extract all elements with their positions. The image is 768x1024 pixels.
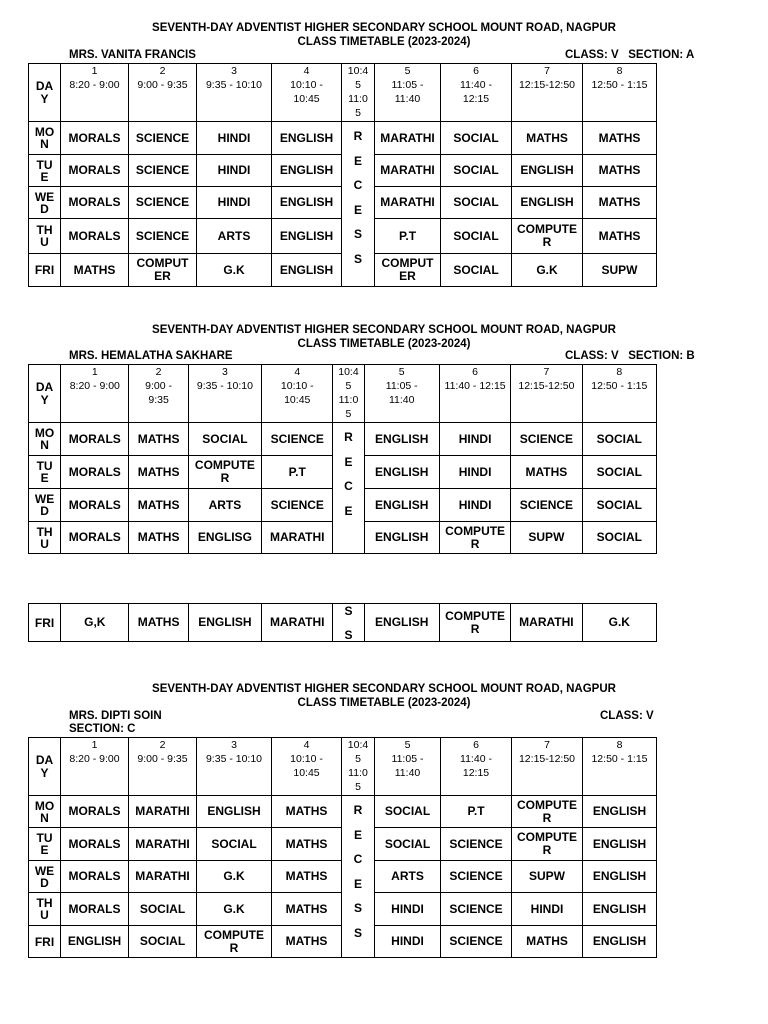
subject-cell: SCIENCE — [441, 926, 512, 958]
recess-letter: R — [344, 430, 353, 444]
subject-cell: G.K — [197, 893, 272, 926]
period-header-7 — [512, 738, 583, 796]
recess-letter: E — [344, 454, 353, 469]
period-time: 11:05 - 11:40 — [391, 79, 424, 105]
period-number: 3 — [231, 65, 237, 77]
period-number: 8 — [616, 366, 623, 378]
recess-column: S S — [333, 604, 364, 642]
period-time: 9:00 - 9:35 — [137, 79, 188, 91]
day-label: MO N — [29, 423, 61, 456]
subject-cell: ENGLISH — [272, 155, 342, 187]
subject-cell: MARATHI — [511, 604, 582, 642]
subject-cell: G,K — [61, 604, 129, 642]
subject-cell: MATHS — [272, 926, 342, 958]
subject-cell: MATHS — [583, 155, 657, 187]
period-header-1 — [61, 365, 129, 423]
period-header-6 — [441, 64, 512, 122]
subject-cell: SOCIAL — [375, 796, 441, 828]
period-number: 2 — [155, 366, 162, 378]
period-header-1 — [61, 738, 129, 796]
subject-cell: MATHS — [583, 187, 657, 219]
period-number: 6 — [473, 65, 479, 77]
school-title-a: SEVENTH-DAY ADVENTIST HIGHER SECONDARY SCHOOL MOUNT ROAD, NAGPUR — [152, 22, 616, 34]
subject-cell: MATHS — [272, 796, 342, 828]
period-time: 8:20 - 9:00 — [69, 753, 120, 765]
class-section-label-b: CLASS: V SECTION: B — [565, 350, 695, 362]
subject-cell: ENGLISH — [364, 489, 439, 522]
subject-cell: ENGLISH — [272, 122, 342, 155]
day-label: MO N — [29, 796, 61, 828]
subject-cell: SOCIAL — [441, 254, 512, 287]
period-header-row — [29, 64, 657, 122]
subject-cell: HINDI — [197, 122, 272, 155]
subject-cell: MORALS — [61, 155, 129, 187]
subject-cell: MARATHI — [129, 828, 197, 861]
period-header-1 — [61, 64, 129, 122]
subject-cell: MATHS — [129, 604, 188, 642]
subject-cell: COMPUTE R — [512, 219, 583, 254]
period-number: 2 — [159, 739, 166, 751]
subject-cell: MATHS — [583, 122, 657, 155]
period-number: 6 — [472, 366, 478, 378]
subject-cell: ENGLISH — [272, 254, 342, 287]
subject-cell: HINDI — [197, 187, 272, 219]
recess-letter: R — [353, 803, 363, 817]
subject-cell: COMPUTE R — [512, 828, 583, 861]
subject-cell: ENGLISH — [188, 604, 261, 642]
period-time: 9:35 - 10:10 — [205, 753, 263, 765]
recess-letter: S — [353, 227, 362, 241]
period-header-6 — [439, 365, 510, 423]
day-label: TH U — [29, 522, 61, 554]
subject-cell: G.K — [582, 604, 656, 642]
subject-cell: MORALS — [61, 456, 129, 489]
period-number: 4 — [303, 739, 310, 751]
recess-column — [342, 796, 375, 958]
period-time: 9:35 - 10:10 — [196, 380, 253, 392]
subject-cell: HINDI — [512, 893, 583, 926]
period-header-3 — [197, 738, 272, 796]
timetable-row — [29, 604, 657, 642]
period-time: 12:15-12:50 — [518, 753, 576, 765]
subject-cell: COMPUTE R — [439, 604, 510, 642]
subject-cell: MATHS — [272, 893, 342, 926]
timetable-section-c — [28, 737, 657, 958]
period-number: 7 — [544, 65, 550, 77]
subject-cell: MORALS — [61, 893, 129, 926]
subject-cell: MATHS — [129, 522, 188, 554]
period-header-4 — [272, 738, 342, 796]
subject-cell: MORALS — [61, 219, 129, 254]
period-number: 1 — [91, 739, 98, 751]
subject-cell: COMPUTE R — [512, 796, 583, 828]
period-header-7 — [512, 64, 583, 122]
period-time: 12:50 - 1:15 — [591, 79, 648, 91]
period-number: 7 — [543, 366, 550, 378]
period-time: 9:35 - 10:10 — [205, 79, 263, 91]
subject-cell: COMPUT ER — [375, 254, 441, 287]
subject-cell: SOCIAL — [197, 828, 272, 861]
recess-letter: S — [353, 925, 362, 940]
subject-cell: MATHS — [512, 122, 583, 155]
school-title-b: SEVENTH-DAY ADVENTIST HIGHER SECONDARY SCHOOL MOUNT ROAD, NAGPUR — [152, 324, 616, 336]
period-number: 4 — [294, 366, 301, 378]
day-label: TU E — [29, 456, 61, 489]
period-number: 3 — [231, 739, 237, 751]
subject-cell: SOCIAL — [441, 187, 512, 219]
period-time: 9:00 - 9:35 — [137, 753, 188, 765]
timetable-section-b — [28, 364, 657, 554]
period-number: 4 — [303, 65, 310, 77]
period-header-2 — [129, 738, 197, 796]
subject-cell: MORALS — [61, 423, 129, 456]
subject-cell: SOCIAL — [441, 155, 512, 187]
period-header-row — [29, 738, 657, 796]
subject-cell: ENGLISH — [272, 219, 342, 254]
subject-cell: SOCIAL — [188, 423, 261, 456]
recess-letter: S — [353, 901, 362, 915]
subject-cell: MATHS — [129, 456, 188, 489]
day-label: WE D — [29, 861, 61, 893]
period-header-2 — [129, 365, 188, 423]
subject-cell: P.T — [262, 456, 333, 489]
day-label: MO N — [29, 122, 61, 155]
subject-cell: HINDI — [375, 926, 441, 958]
recess-time-header: 10:4 5 11:0 5 — [333, 365, 364, 423]
recess-column — [333, 423, 364, 554]
subject-cell: MARATHI — [262, 522, 333, 554]
subject-cell: ENGLISH — [364, 604, 439, 642]
subject-cell: SCIENCE — [129, 122, 197, 155]
period-header-8 — [583, 64, 657, 122]
period-time: 9:00 - 9:35 — [145, 380, 173, 406]
recess-column — [342, 122, 375, 287]
subject-cell: HINDI — [439, 489, 510, 522]
period-header-3 — [188, 365, 261, 423]
subject-cell: MATHS — [511, 456, 582, 489]
subject-cell: P.T — [375, 219, 441, 254]
timetable-subtitle-b: CLASS TIMETABLE (2023-2024) — [297, 338, 471, 350]
subject-cell: MORALS — [61, 796, 129, 828]
subject-cell: MORALS — [61, 489, 129, 522]
subject-cell: ARTS — [375, 861, 441, 893]
subject-cell: SOCIAL — [582, 489, 656, 522]
subject-cell: ARTS — [197, 219, 272, 254]
subject-cell: SCIENCE — [511, 423, 582, 456]
subject-cell: ENGLISH — [61, 926, 129, 958]
subject-cell: SCIENCE — [262, 489, 333, 522]
period-number: 1 — [91, 65, 98, 77]
subject-cell: MARATHI — [375, 122, 441, 155]
subject-cell: SOCIAL — [582, 522, 656, 554]
subject-cell: SCIENCE — [511, 489, 582, 522]
day-column-header: DA Y — [29, 64, 61, 122]
subject-cell: MORALS — [61, 522, 129, 554]
subject-cell: MATHS — [512, 926, 583, 958]
subject-cell: G.K — [197, 861, 272, 893]
section-label-c: SECTION: C — [69, 723, 136, 735]
period-number: 7 — [544, 739, 550, 751]
day-label: TH U — [29, 893, 61, 926]
subject-cell: SCIENCE — [441, 893, 512, 926]
period-time: 10:10 - 10:45 — [280, 380, 314, 406]
subject-cell: ENGLISH — [197, 796, 272, 828]
subject-cell: MORALS — [61, 828, 129, 861]
recess-letter: C — [353, 178, 363, 192]
period-number: 2 — [159, 65, 166, 77]
subject-cell: SUPW — [512, 861, 583, 893]
subject-cell: ENGLISH — [583, 828, 657, 861]
day-column-header: DA Y — [29, 365, 61, 423]
subject-cell: SCIENCE — [441, 828, 512, 861]
recess-letter: E — [353, 202, 362, 217]
subject-cell: ENGLISH — [583, 796, 657, 828]
subject-cell: ENGLISH — [512, 187, 583, 219]
subject-cell: HINDI — [439, 423, 510, 456]
period-number: 5 — [398, 366, 405, 378]
period-number: 5 — [404, 739, 411, 751]
recess-time-header: 10:4 5 11:0 5 — [342, 738, 375, 796]
recess-letter: E — [353, 153, 362, 168]
subject-cell: COMPUTE R — [197, 926, 272, 958]
subject-cell: SOCIAL — [441, 122, 512, 155]
subject-cell: ENGLISH — [364, 456, 439, 489]
timetable-row — [29, 423, 657, 456]
subject-cell: SOCIAL — [129, 926, 197, 958]
subject-cell: COMPUTE R — [439, 522, 510, 554]
subject-cell: HINDI — [375, 893, 441, 926]
day-column-header: DA Y — [29, 738, 61, 796]
subject-cell: SCIENCE — [129, 155, 197, 187]
subject-cell: ENGLISH — [272, 187, 342, 219]
subject-cell: ENGLISH — [364, 423, 439, 456]
recess-letter: S — [353, 251, 362, 266]
subject-cell: MATHS — [583, 219, 657, 254]
subject-cell: SUPW — [511, 522, 582, 554]
day-label: FRI — [29, 926, 61, 958]
period-header-row — [29, 365, 657, 423]
period-time: 12:50 - 1:15 — [591, 380, 648, 392]
subject-cell: MATHS — [61, 254, 129, 287]
subject-cell: MARATHI — [375, 187, 441, 219]
subject-cell: SCIENCE — [129, 187, 197, 219]
period-header-5 — [375, 64, 441, 122]
period-time: 12:15-12:50 — [518, 79, 576, 91]
recess-letter: E — [353, 876, 362, 891]
subject-cell: ENGLISH — [583, 893, 657, 926]
period-time: 8:20 - 9:00 — [69, 380, 120, 392]
subject-cell: SOCIAL — [582, 423, 656, 456]
period-time: 10:10 - 10:45 — [290, 753, 323, 779]
period-time: 10:10 - 10:45 — [290, 79, 323, 105]
subject-cell: MORALS — [61, 861, 129, 893]
period-time: 11:05 - 11:40 — [385, 380, 418, 406]
recess-time-header: 10:4 5 11:0 5 — [342, 64, 375, 122]
subject-cell: ARTS — [188, 489, 261, 522]
timetable-section-b-friday — [28, 603, 657, 642]
subject-cell: SOCIAL — [582, 456, 656, 489]
subject-cell: G.K — [197, 254, 272, 287]
subject-cell: ENGLISH — [364, 522, 439, 554]
period-header-7 — [511, 365, 582, 423]
subject-cell: SCIENCE — [441, 861, 512, 893]
period-time: 11:40 - 12:15 — [460, 79, 492, 105]
timetable-row — [29, 796, 657, 828]
teacher-name-a: MRS. VANITA FRANCIS — [69, 49, 196, 61]
day-label: FRI — [29, 604, 61, 642]
subject-cell: SCIENCE — [129, 219, 197, 254]
subject-cell: COMPUT ER — [129, 254, 197, 287]
timetable-row — [29, 122, 657, 155]
subject-cell: MORALS — [61, 122, 129, 155]
subject-cell: ENGLISH — [512, 155, 583, 187]
subject-cell: HINDI — [439, 456, 510, 489]
subject-cell: MARATHI — [129, 796, 197, 828]
class-label-c: CLASS: V — [600, 710, 654, 722]
day-label: TU E — [29, 828, 61, 861]
period-header-4 — [272, 64, 342, 122]
period-time: 11:05 - 11:40 — [391, 753, 424, 779]
subject-cell: ENGLISG — [188, 522, 261, 554]
period-header-2 — [129, 64, 197, 122]
recess-letter: E — [353, 827, 362, 842]
subject-cell: HINDI — [197, 155, 272, 187]
timetable-section-a — [28, 63, 657, 287]
recess-letter: C — [344, 479, 353, 493]
day-label: TH U — [29, 219, 61, 254]
subject-cell: P.T — [441, 796, 512, 828]
period-header-6 — [441, 738, 512, 796]
subject-cell: MARATHI — [262, 604, 333, 642]
period-header-8 — [582, 365, 656, 423]
period-time: 12:50 - 1:15 — [591, 753, 648, 765]
school-title-c: SEVENTH-DAY ADVENTIST HIGHER SECONDARY SCHOOL MOUNT ROAD, NAGPUR — [152, 683, 616, 695]
timetable-subtitle-c: CLASS TIMETABLE (2023-2024) — [297, 697, 471, 709]
period-time: 12:15-12:50 — [518, 380, 575, 392]
subject-cell: MARATHI — [129, 861, 197, 893]
subject-cell: ENGLISH — [583, 926, 657, 958]
period-time: 11:40 - 12:15 — [444, 380, 506, 392]
teacher-name-b: MRS. HEMALATHA SAKHARE — [69, 350, 233, 362]
subject-cell: SCIENCE — [262, 423, 333, 456]
day-label: FRI — [29, 254, 61, 287]
subject-cell: MATHS — [272, 861, 342, 893]
subject-cell: SUPW — [583, 254, 657, 287]
subject-cell: MATHS — [129, 423, 188, 456]
period-header-5 — [364, 365, 439, 423]
subject-cell: SOCIAL — [129, 893, 197, 926]
day-label: TU E — [29, 155, 61, 187]
subject-cell: ENGLISH — [583, 861, 657, 893]
subject-cell: MARATHI — [375, 155, 441, 187]
period-number: 3 — [221, 366, 228, 378]
subject-cell: G.K — [512, 254, 583, 287]
subject-cell: MORALS — [61, 187, 129, 219]
recess-letter: E — [344, 503, 353, 518]
recess-letter: R — [353, 129, 363, 143]
period-number: 8 — [616, 739, 623, 751]
subject-cell: SOCIAL — [441, 219, 512, 254]
period-header-5 — [375, 738, 441, 796]
period-number: 5 — [404, 65, 411, 77]
day-label: WE D — [29, 187, 61, 219]
subject-cell: SOCIAL — [375, 828, 441, 861]
period-time: 11:40 - 12:15 — [460, 753, 492, 779]
period-header-4 — [262, 365, 333, 423]
subject-cell: MATHS — [129, 489, 188, 522]
timetable-subtitle-a: CLASS TIMETABLE (2023-2024) — [297, 36, 471, 48]
subject-cell: MATHS — [272, 828, 342, 861]
period-header-3 — [197, 64, 272, 122]
day-label: WE D — [29, 489, 61, 522]
period-number: 6 — [473, 739, 479, 751]
teacher-name-c: MRS. DIPTI SOIN — [69, 710, 162, 722]
subject-cell: COMPUTE R — [188, 456, 261, 489]
period-header-8 — [583, 738, 657, 796]
period-number: 1 — [91, 366, 98, 378]
period-time: 8:20 - 9:00 — [69, 79, 120, 91]
class-section-label-a: CLASS: V SECTION: A — [565, 49, 695, 61]
recess-letter: C — [353, 852, 363, 866]
period-number: 8 — [616, 65, 623, 77]
